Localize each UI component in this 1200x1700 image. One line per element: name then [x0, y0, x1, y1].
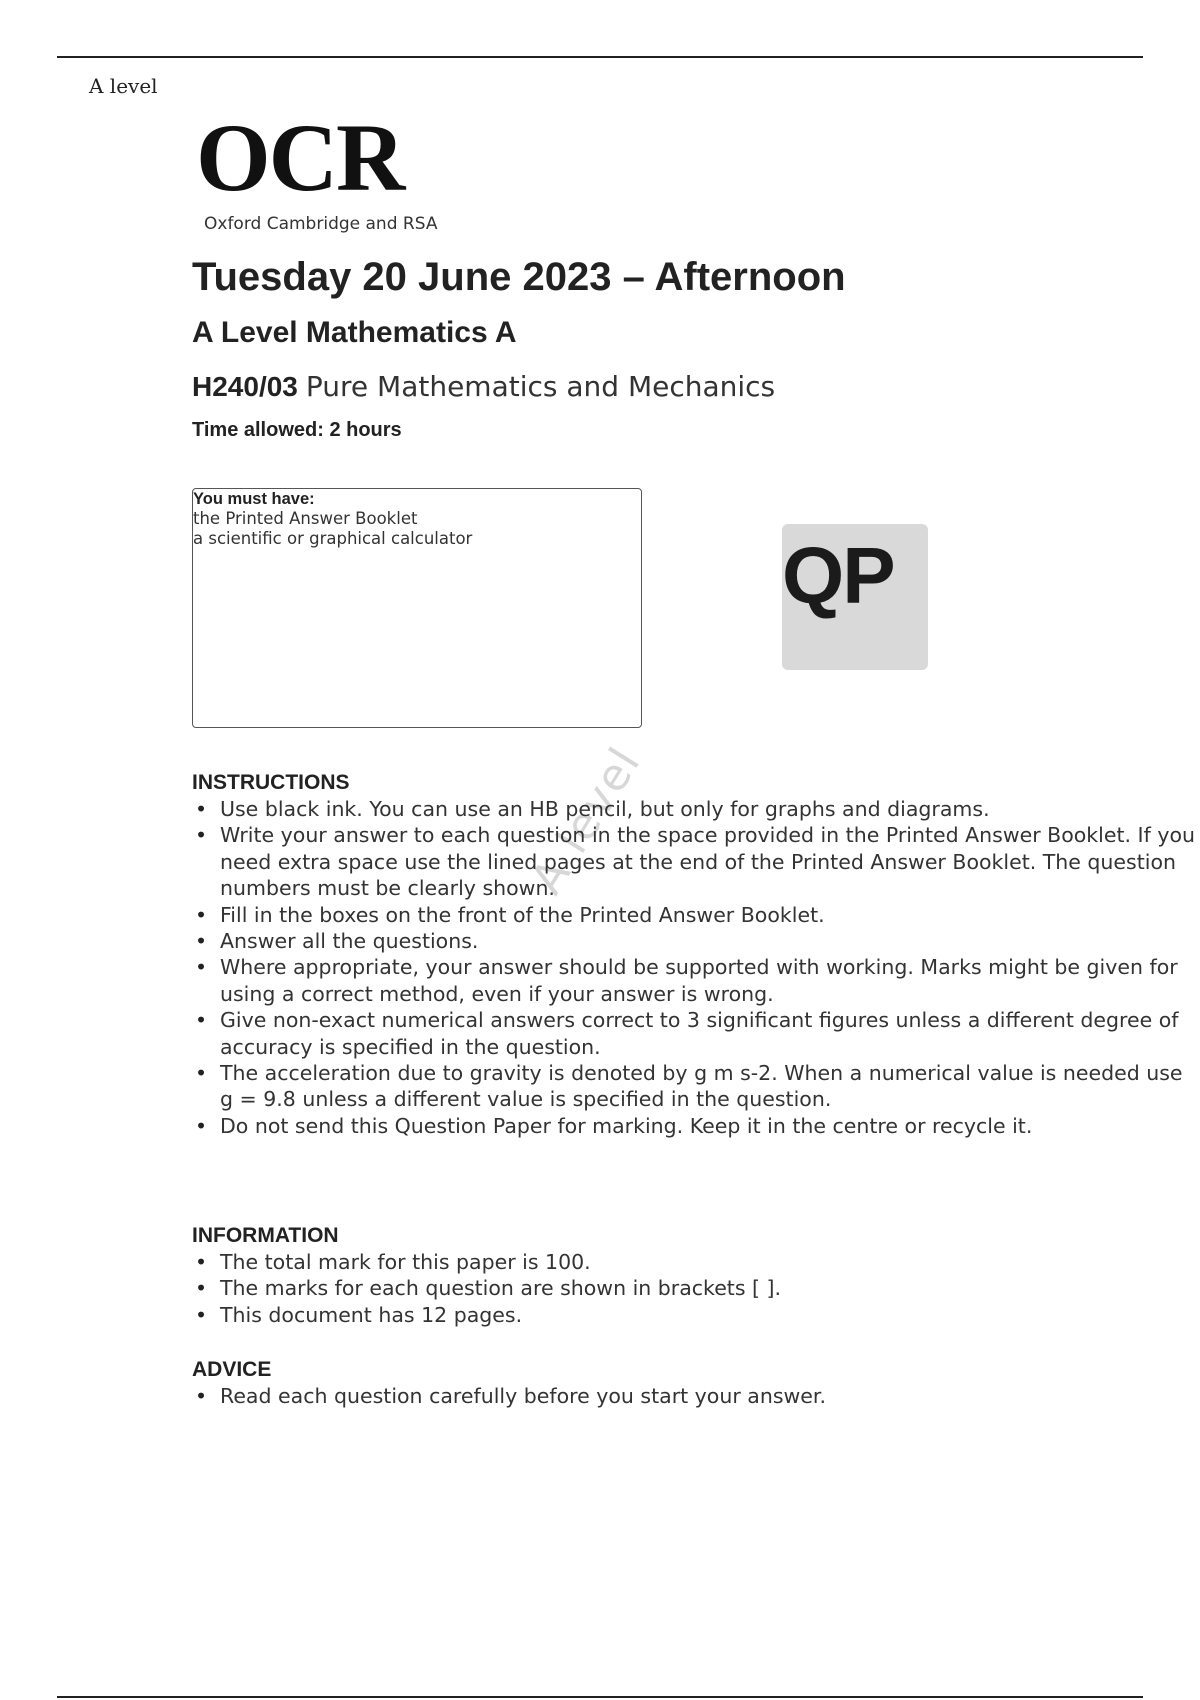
instruction-item: • Where appropriate, your answer should be supported with working. Marks might be given for using a correct method, even if your answer is wrong. [192, 954, 1200, 1007]
ocr-logo: OCR [196, 104, 404, 211]
advice-heading: ADVICE [192, 1358, 272, 1381]
paper-title: Pure Mathematics and Mechanics [305, 370, 776, 403]
information-item: • This document has 12 pages. [192, 1302, 781, 1328]
information-item: • The marks for each question are shown in brackets [ ]. [192, 1275, 781, 1301]
top-rule [57, 56, 1143, 58]
bottom-rule [57, 1696, 1143, 1698]
instruction-item: • Give non-exact numerical answers correct to 3 significant figures unless a different degree of accuracy is specified in the question. [192, 1007, 1200, 1060]
instruction-item: • Do not send this Question Paper for marking. Keep it in the centre or recycle it. [192, 1113, 1200, 1139]
watermark: A level [521, 737, 652, 904]
instruction-item: • Write your answer to each question in the space provided in the Printed Answer Booklet. If you need extra space use the lined pages at the end of the Printed Answer Booklet. The question numbers must be clearly shown. [192, 822, 1200, 901]
information-heading: INFORMATION [192, 1224, 339, 1247]
advice-item: • Read each question carefully before you start your answer. [192, 1383, 826, 1409]
instruction-item: • Fill in the boxes on the front of the Printed Answer Booklet. [192, 902, 1200, 928]
must-have-heading: You must have: [193, 490, 315, 508]
time-allowed: Time allowed: 2 hours [192, 419, 402, 441]
advice-section [192, 1357, 826, 1409]
instruction-item: • Use black ink. You can use an HB pencil, but only for graphs and diagrams. [192, 796, 1200, 822]
header-label: A level [89, 74, 158, 98]
qp-badge-label: QP [782, 531, 894, 620]
instructions-section [192, 770, 1200, 1139]
exam-date: Tuesday 20 June 2023 – Afternoon [192, 255, 846, 299]
paper-code-line [192, 370, 775, 403]
information-item: • The total mark for this paper is 100. [192, 1249, 781, 1275]
instructions-heading: INSTRUCTIONS [192, 771, 350, 794]
must-have-item: a scientific or graphical calculator [193, 529, 473, 548]
instruction-item: • Answer all the questions. [192, 928, 1200, 954]
paper-code: H240/03 [192, 371, 298, 402]
exam-subject: A Level Mathematics A [192, 316, 517, 349]
must-have-item: the Printed Answer Booklet [193, 509, 418, 528]
information-section [192, 1223, 781, 1328]
instruction-item: • The acceleration due to gravity is denoted by g m s-2. When a numerical value is needed use g = 9.8 unless a different value is specified in the question. [192, 1060, 1200, 1113]
qp-badge [782, 524, 928, 670]
must-have-box [192, 488, 642, 728]
ocr-logo-subtitle: Oxford Cambridge and RSA [204, 214, 438, 234]
